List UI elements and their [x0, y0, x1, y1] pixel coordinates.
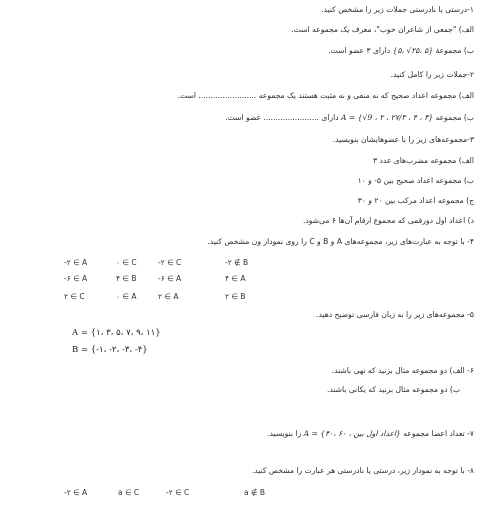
- q8-item: -۲ ∈ C: [166, 488, 190, 497]
- question-2-b-prefix: ب) مجموعه: [435, 113, 474, 122]
- question-3-b: ب) مجموعه اعداد صحیح بین ۵- و ۱۰: [357, 176, 474, 185]
- question-3-d: د) اعداد اول دورقمی که مجموع ارقام آن‌ها ۶ می‌شود.: [302, 216, 474, 225]
- question-1-a: الف) "جمعی از شاعران خوب"، معرف یک مجموعه است.: [291, 25, 474, 34]
- question-4-heading: ۴- با توجه به عبارت‌های زیر، مجموعه‌های A و B و C را روی نمودار ون مشخص کنید.: [207, 237, 474, 246]
- question-1-heading: ۱-درستی یا نادرستی جملات زیر را مشخص کنید.: [321, 5, 474, 14]
- q4-item: ۴ ∈ A: [225, 274, 246, 283]
- question-6-b: ب) دو مجموعه مثال بزنید که یکانی باشند.: [326, 385, 460, 394]
- question-2-a: الف) مجموعه اعداد صحیح که نه منفی و نه مثبت هستند یک مجموعه ........................ است.: [177, 91, 474, 100]
- q4-item: ۲ ∈ C: [64, 292, 85, 301]
- q8-item: a ∈ C: [118, 488, 140, 497]
- question-1-b: [12, 46, 474, 56]
- question-2-b: [12, 113, 474, 123]
- q8-item: a ∉ B: [244, 488, 266, 497]
- question-3-a: الف) مجموعه مضرب‌های عدد ۳: [372, 156, 474, 165]
- q4-item: -۲ ∈ C: [158, 258, 182, 267]
- q4-item: ۰ ∈ A: [116, 292, 137, 301]
- question-5-set-a: A = {۱، ۳، ۵، ۷، ۹، ۱۱}: [72, 328, 161, 338]
- question-2-heading: ۲-جملات زیر را کامل کنید.: [390, 70, 474, 79]
- question-7-prefix: ۷- تعداد اعضا مجموعه: [403, 429, 474, 438]
- question-5-set-b: B = {-۱، -۲، -۳، -۴}: [72, 345, 148, 355]
- q4-item: ۰ ∈ C: [116, 258, 137, 267]
- question-1-b-prefix: ب) مجموعهٔ: [435, 46, 474, 55]
- q4-item: ۴ ∈ B: [116, 274, 137, 283]
- question-7-set: A = {۴۰، ۶۰ ، اعداد اول بین}: [303, 429, 401, 438]
- question-8-heading: ۸- با توجه به نمودار زیر، درستی یا نادرستی هر عبارت را مشخص کنید.: [251, 466, 474, 475]
- q4-item: -۶ ∈ A: [64, 274, 88, 283]
- question-6-a: ۶- الف) دو مجموعه مثال بزنید که تهی باشند.: [331, 366, 474, 375]
- question-3-c: ج) مجموعه اعداد مرکب بین ۲۰ و ۳۰: [357, 196, 474, 205]
- question-7: [12, 429, 474, 439]
- q4-item: -۲ ∈ A: [64, 258, 88, 267]
- question-1-b-set: {۵، √۲۵، ۵}: [392, 46, 434, 55]
- question-7-suffix: را بنویسید.: [267, 429, 302, 438]
- question-2-b-set: A = {√9 ، ۲ ، ۲۷/۳ ، ۴ ، ۳}: [341, 113, 434, 122]
- question-2-b-suffix: دارای ....................... عضو است.: [225, 113, 339, 122]
- q4-item: ۲ ∈ B: [225, 292, 246, 301]
- q8-item: -۲ ∈ A: [64, 488, 88, 497]
- q4-item: ۲ ∈ A: [158, 292, 179, 301]
- question-3-heading: ۳-مجموعه‌های زیر را با عضوهایشان بنویسید.: [332, 135, 474, 144]
- question-1-b-suffix: دارای ۳ عضو است.: [328, 46, 391, 55]
- q4-item: -۶ ∈ A: [158, 274, 182, 283]
- question-5-heading: ۵- مجموعه‌های زیر را به زبان فارسی توضیح دهید.: [316, 310, 474, 319]
- q4-item: -۲ ∉ B: [225, 258, 249, 267]
